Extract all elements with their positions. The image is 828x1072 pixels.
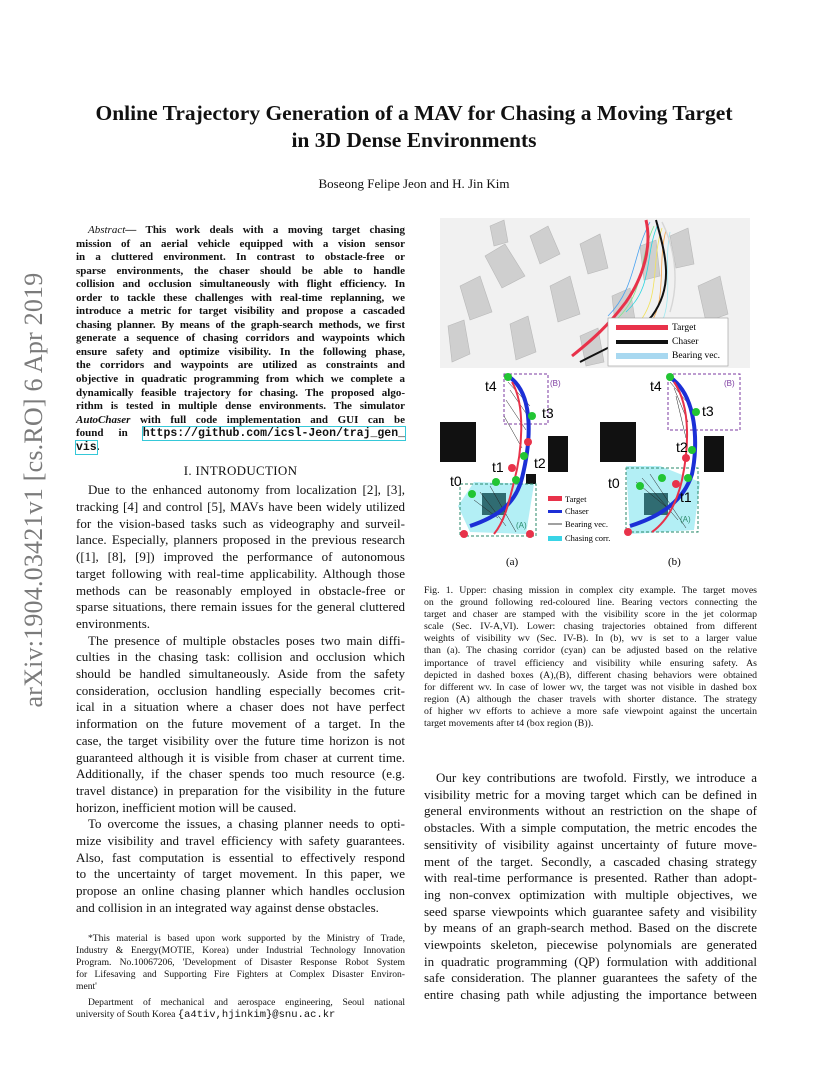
text-line: ical in a situation where a chaser does not have perfect xyxy=(76,699,405,715)
caption-line: target and chaser are stamped with the visibility score in the jet colormap xyxy=(424,609,757,621)
label-a-t1: t1 xyxy=(492,459,504,475)
text-line: Due to the enhanced autonomy from localization [2], [3], xyxy=(88,482,405,498)
figure-panel-a xyxy=(440,373,610,568)
text-line: horizon, inefficient motion will be caused. xyxy=(76,799,297,815)
text-line: safe consideration. The planner guarantees the safety of the xyxy=(424,970,757,986)
label-b-t4: t4 xyxy=(650,378,662,394)
text-line: for the vision-based tasks such as videography and surveil- xyxy=(76,515,405,531)
caption-line: region (A) although the chaser travels with shorter distance. The strategy xyxy=(424,693,757,705)
abstract-line: mission of an aerial vehicle equipped with a vision sensor xyxy=(76,237,405,250)
legend-bottom-chaser: Chaser xyxy=(565,506,589,516)
legend-bottom-bearing: Bearing vec. xyxy=(565,519,608,529)
caption-line: than (a). The chasing corridor (cyan) can be adjusted based on the relative xyxy=(424,645,757,657)
abstract-line: ensure safety and optimize visibility. In the following phase, xyxy=(76,345,405,358)
text-line: entire chasing path while adjusting the importance between xyxy=(424,987,757,1003)
subfigure-a-label: (a) xyxy=(506,556,519,568)
label-b-t2: t2 xyxy=(676,439,688,455)
figure-top-legend xyxy=(608,318,728,366)
abstract-line: in a cluttered environment. In contrast to obstacle-free or xyxy=(76,251,405,264)
section-heading-introduction: I. INTRODUCTION xyxy=(183,463,298,479)
text-line: travel distance) in preparation for the visibility in the future xyxy=(76,782,405,798)
footnote-line: Program. No.10067206, 'Development of Disaster Response Robot System xyxy=(76,956,405,968)
caption-line: depicted in dashed boxes (A),(B), different chasing behaviors were obtained xyxy=(424,669,757,681)
figure-caption xyxy=(424,585,757,730)
text-line: To overcome the issues, a chasing planner needs to opti- xyxy=(88,816,405,832)
text-line: should be handled simultaneously. Aside from the safety xyxy=(76,666,405,682)
text-line: propose an online chasing planner which handles occlusion xyxy=(76,883,405,899)
legend-top-target: Target xyxy=(672,323,696,333)
caption-line: target movements after t4 (box region (B)). xyxy=(424,718,594,730)
code-link[interactable]: https://github.com/icsl-Jeon/traj_gen_ xyxy=(142,427,405,441)
abstract-line: found in https://github.com/icsl-Jeon/traj_gen_ xyxy=(76,427,405,441)
abstract-line: Abstract— This work deals with a moving target chasing xyxy=(88,224,405,236)
text-line: sensitivity of visibility against uncertainty of future move- xyxy=(424,836,757,852)
title-line-1: Online Trajectory Generation of a MAV for Chasing a Moving Target xyxy=(95,101,733,125)
label-a-box-b: (B) xyxy=(550,379,561,388)
footnote-line: ment' xyxy=(76,980,97,992)
left-column xyxy=(76,224,405,1021)
text-line: culties in the chasing task: collision and occlusion which xyxy=(76,649,405,665)
text-line: visibility metric for a moving target which can be defined in xyxy=(424,786,757,802)
label-b-t0: t0 xyxy=(608,475,620,491)
abstract-line: vis. xyxy=(76,440,100,454)
authors: Boseong Felipe Jeon and H. Jin Kim xyxy=(318,176,510,191)
text-line: Additionally, if the chaser spends too much resource (e.g. xyxy=(76,766,405,782)
code-link-cont[interactable]: vis xyxy=(76,440,97,454)
subfigure-b-label: (b) xyxy=(668,556,681,568)
abstract-line: introduce a metric for target visibility and propose a cascaded xyxy=(76,305,405,318)
intro-paragraph-1 xyxy=(76,482,405,632)
label-a-t3: t3 xyxy=(542,405,554,421)
abstract-line: sparse environments, the chaser should be able to handle xyxy=(76,264,405,277)
caption-line: scale (Sec. IV-A,VI). Lower: chasing trajectories obtained from different xyxy=(424,621,757,633)
text-line: Also, fast computation is essential to effectively respond xyxy=(76,849,405,865)
paper-title xyxy=(60,100,768,154)
caption-line: weights of visibility wv (Sec. IV-B). In (b), wv is set to a larger value xyxy=(424,633,757,645)
legend-top-chaser: Chaser xyxy=(672,337,699,347)
text-line: sparse situations, there remain issues for the general cluttered xyxy=(76,599,405,615)
footnote-line: Industry & Energy(MOTIE, Korea) under Industrial Technology Innovation xyxy=(76,944,405,956)
text-line: lance. Especially, planners proposed in the previous research xyxy=(76,532,405,548)
abstract-line: generate a sequence of chasing corridors and waypoints which xyxy=(76,332,405,345)
text-line: ment of the target. Secondly, a cascaded chasing strategy xyxy=(424,853,757,869)
caption-line: of higher wv efforts to achieve a more safe viewpoint against the uncertain xyxy=(424,705,757,717)
text-line: in quadratic programming (QP) formulation with additional xyxy=(424,953,757,969)
label-b-box-b: (B) xyxy=(724,379,735,388)
label-b-box-a: (A) xyxy=(680,515,691,524)
abstract-line: objective in quadratic programming from which we complete a xyxy=(76,373,405,386)
text-line: case, the target visibility over the future time horizon is not xyxy=(76,732,405,748)
intro-paragraph-3 xyxy=(76,816,405,916)
figure-1 xyxy=(430,216,758,572)
text-line: information on the future movement of a target. In the xyxy=(76,716,405,732)
affiliation-line: Department of mechanical and aerospace engineering, Seoul national xyxy=(88,996,405,1008)
title-line-2: in 3D Dense Environments xyxy=(291,128,537,152)
arxiv-stamp xyxy=(4,272,64,708)
text-line: by means of an graph-search method. Based on the discrete xyxy=(424,920,757,936)
footnote xyxy=(76,933,405,1021)
abstract-line: order to tackle these challenges with real-time replanning, we xyxy=(76,291,405,304)
abstract-line: collision and occlusion simultaneously with flight efficiency. In xyxy=(76,278,405,291)
label-a-box-a: (A) xyxy=(516,521,527,530)
figure-bottom-legend xyxy=(548,494,610,543)
text-line: environments. xyxy=(76,615,151,631)
caption-line: on the ground following red-coloured line. Bearing vectors connecting the xyxy=(424,597,757,609)
abstract-line: rithm is tested in multiple dense environments. The simulator xyxy=(76,400,405,413)
text-line: with real-time performance is presented. Rather than adopt- xyxy=(424,870,757,886)
abstract-line: the corridors and waypoints are utilized as constraints and xyxy=(76,359,405,372)
text-line: tracking [4] and control [5], MAVs have been widely utilized xyxy=(76,499,405,514)
text-line: general environments without an restriction on the shape of xyxy=(424,803,757,819)
abstract-line: dynamically feasible trajectory for chasing. The proposed algo- xyxy=(76,386,405,399)
footnote-line: *This material is based upon work supported by the Ministry of Trade, xyxy=(88,932,405,944)
legend-bottom-target: Target xyxy=(565,494,587,504)
footnote-line: for Lifesaving and Supporting Fire Fighters at Complex Disaster Environ- xyxy=(76,968,405,980)
text-line: seed sparse viewpoints which guarantee safety and visibility xyxy=(424,903,757,919)
text-line: ing non-convex optimization with multiple objectives, we xyxy=(424,886,757,902)
label-a-t2: t2 xyxy=(534,455,546,471)
text-line: consideration, occlusion handling especially becomes crit- xyxy=(76,682,405,698)
text-line: guaranteed although it is visible from chaser at current time. xyxy=(76,749,405,765)
abstract-line: AutoChaser with full code implementation and GUI can be xyxy=(76,413,405,426)
right-column-text xyxy=(424,770,757,1004)
text-line: The presence of multiple obstacles poses two main diffi- xyxy=(88,632,405,648)
text-line: obstacles. With a simple computation, the metric encodes the xyxy=(424,820,757,836)
label-b-t1: t1 xyxy=(680,489,692,505)
text-line: ([1], [8], [9]) improved the performance of autonomous xyxy=(76,549,405,565)
abstract-line: chasing planner. By means of the graph-search methods, we first xyxy=(76,318,405,331)
text-line: mize visibility and travel efficiency with safety guarantees. xyxy=(76,833,405,849)
figure-top-render xyxy=(440,218,750,368)
text-line: viewpoints skeleton, piecewise polynomials are generated xyxy=(424,937,757,953)
legend-top-bearing: Bearing vec. xyxy=(672,351,721,361)
simulator-name: AutoChaser xyxy=(76,413,131,426)
text-line: target following with real-time applicability. Although those xyxy=(76,565,405,581)
figure-panel-b xyxy=(600,373,740,568)
text-line: and collision in an integrated way against dense obstacles. xyxy=(76,899,379,915)
author-emails: {a4tiv,hjinkim}@snu.ac.kr xyxy=(177,1008,336,1021)
abstract-label: Abstract xyxy=(88,224,126,236)
affiliation-line: university of South Korea {a4tiv,hjinkim}@snu.ac.kr xyxy=(76,1008,336,1021)
abstract xyxy=(76,224,405,454)
text-line: Our key contributions are twofold. Firstly, we introduce a xyxy=(436,770,757,785)
legend-bottom-corridor: Chasing corr. xyxy=(565,533,611,543)
text-line: methods can be reasonably employed in obstacle-free or xyxy=(76,582,405,598)
label-b-t3: t3 xyxy=(702,403,714,419)
text-line: to the uncertainty of target movement. In this paper, we xyxy=(76,866,405,882)
label-a-t0: t0 xyxy=(450,473,462,489)
label-a-t4: t4 xyxy=(485,378,497,394)
intro-paragraph-2 xyxy=(76,633,405,817)
caption-line: Fig. 1. Upper: chasing mission in complex city example. The target moves xyxy=(424,585,757,596)
caption-line: importance of travel efficiency and visibility while ensuring safety. As xyxy=(424,657,757,669)
arxiv-stamp-text: arXiv:1904.03421v1 [cs.RO] 6 Apr 2019 xyxy=(19,272,48,708)
caption-line: for different wv. In case of lower wv, the target was not visible in dashed box xyxy=(424,681,757,693)
